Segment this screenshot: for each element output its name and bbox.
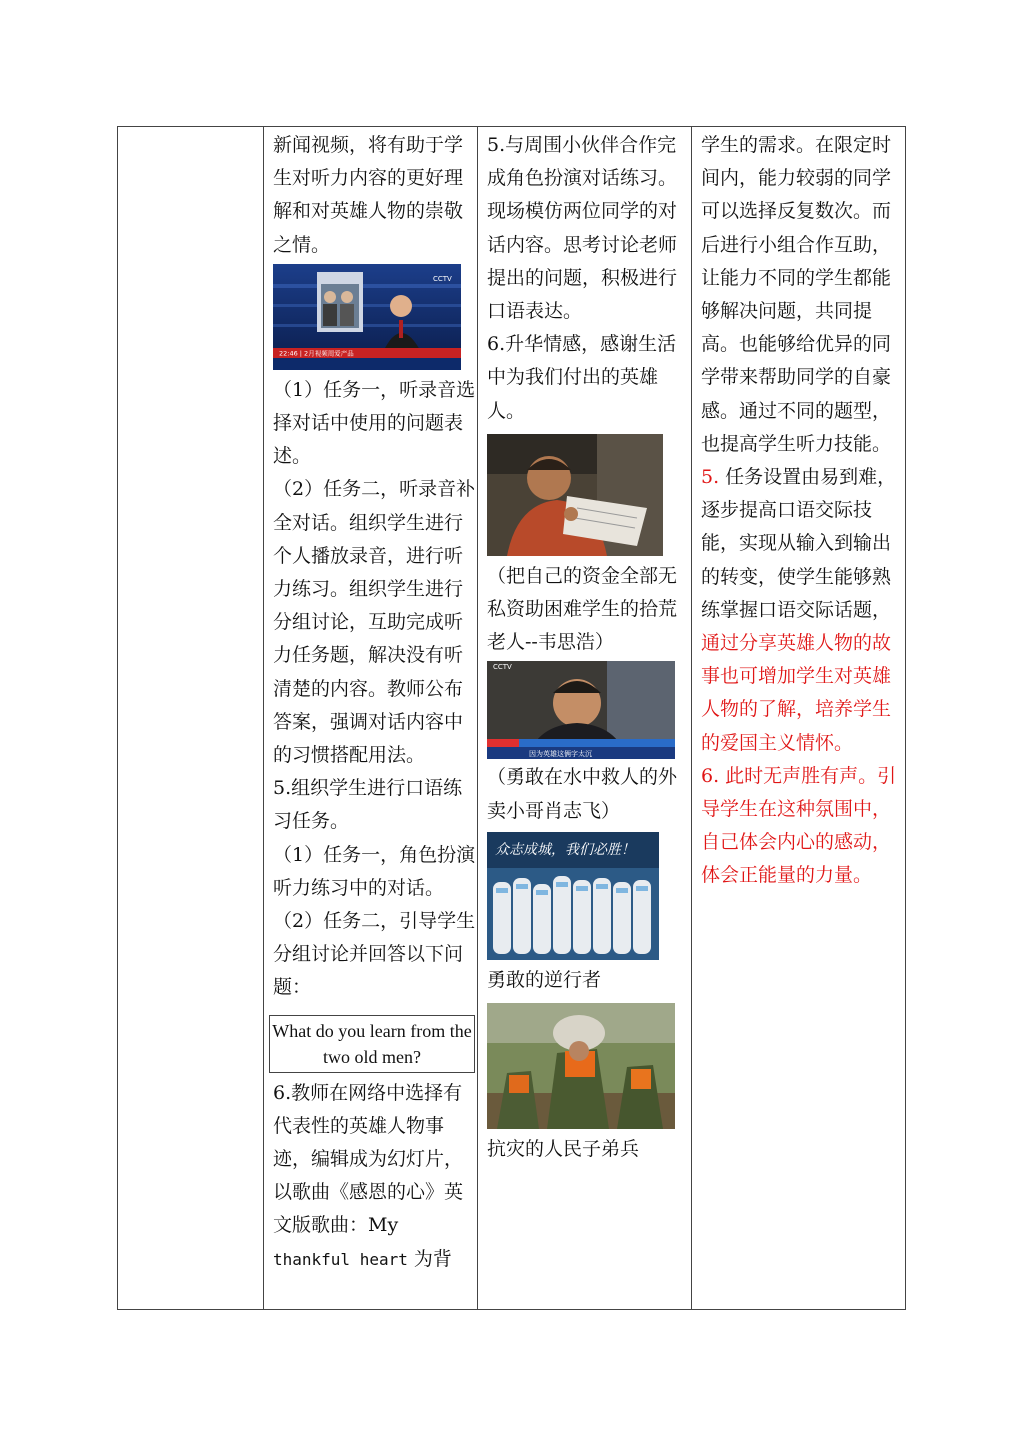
- design-intent-column: [699, 127, 899, 893]
- news-ticker-text: 22:46 | 2月视频周爱产品: [279, 349, 354, 358]
- channel-logo: CCTV: [433, 274, 452, 283]
- video-banner-text: 因为英雄这俩字太沉: [529, 750, 592, 759]
- activity-text: （2）任务二，听录音补全对话。组织学生进行个人播放录音，进行听力练习。组织学生进行分组讨论，互助完成听力任务题，解决没有听清楚的内容。教师公布答案，强调对话内容中的习惯搭配用法。: [273, 478, 476, 767]
- medical-workers-photo: [487, 832, 659, 960]
- banner-slogan: 众志成城，我们必胜！: [495, 841, 635, 858]
- photo-caption: 抗灾的人民子弟兵: [487, 1138, 640, 1161]
- svg-text:CCTV: CCTV: [493, 663, 512, 672]
- intent-text-part: 任务设置由易到难，逐步提高口语交际技能，实现从输入到输出的转变，使学生能够熟练掌握口语交际话题，: [701, 466, 897, 621]
- teacher-activity-column: [271, 127, 479, 1276]
- photo-caption: （勇敢在水中救人的外卖小哥肖志飞）: [487, 766, 678, 822]
- item-number: 5.: [701, 466, 720, 489]
- activity-text: 新闻视频，将有助于学生对听力内容的更好理解和对英雄人物的崇敬之情。: [273, 134, 464, 256]
- activity-text: 5.与周围小伙伴合作完成角色扮演对话练习。现场模仿两位同学的对话内容。思考讨论老师提出的问题，积极进行口语表达。: [487, 134, 678, 323]
- lesson-table: [117, 126, 906, 1310]
- photo-caption: 勇敢的逆行者: [487, 968, 602, 991]
- student-activity-column: [485, 127, 689, 1166]
- delivery-man-photo: [487, 661, 675, 759]
- column-divider: [263, 127, 264, 1309]
- activity-text-part: 6.教师在网络中选择有代表性的英雄人物事迹，编辑成为幻灯片，以歌曲《感恩的心》英文版歌曲：My: [273, 1081, 464, 1237]
- activity-text: （2）任务二，引导学生分组讨论并回答以下问题：: [273, 910, 476, 999]
- song-title-text: thankful heart: [273, 1249, 408, 1269]
- intent-text: [701, 461, 899, 760]
- column-divider: [691, 127, 692, 1309]
- activity-text-part: 为背: [407, 1247, 452, 1270]
- intent-text-highlight: 通过分享英雄人物的故事也可增加学生对英雄人物的了解，培养学生的爱国主义情怀。: [701, 632, 892, 754]
- activity-text: 5.组织学生进行口语练习任务。: [273, 777, 463, 833]
- activity-text: [273, 1077, 479, 1276]
- discussion-question-box: What do you learn from the two old men?: [269, 1015, 475, 1073]
- activity-text: （1）任务一，角色扮演听力练习中的对话。: [273, 843, 476, 899]
- activity-text: （1）任务一，听录音选择对话中使用的问题表述。: [273, 378, 476, 468]
- soldiers-rescue-photo: [487, 1003, 675, 1129]
- intent-text-highlight: 6. 此时无声胜有声。引导学生在这种氛围中，自己体会内心的感动，体会正能量的力量。: [701, 764, 897, 887]
- intent-text: 学生的需求。在限定时间内，能力较弱的同学可以选择反复数次。而后进行小组合作互助，让能力不同的学生都能够解决问题，共同提高。也能够给优异的同学带来帮助同学的自豪感。通过不同的题型，也提高学生听力技能。: [701, 134, 892, 455]
- photo-caption: （把自己的资金全部无私资助困难学生的拾荒老人--韦思浩）: [487, 564, 678, 654]
- activity-text: 6.升华情感，感谢生活中为我们付出的英雄人。: [487, 333, 677, 422]
- old-man-reading-photo: [487, 434, 663, 556]
- news-video-image: [273, 264, 461, 370]
